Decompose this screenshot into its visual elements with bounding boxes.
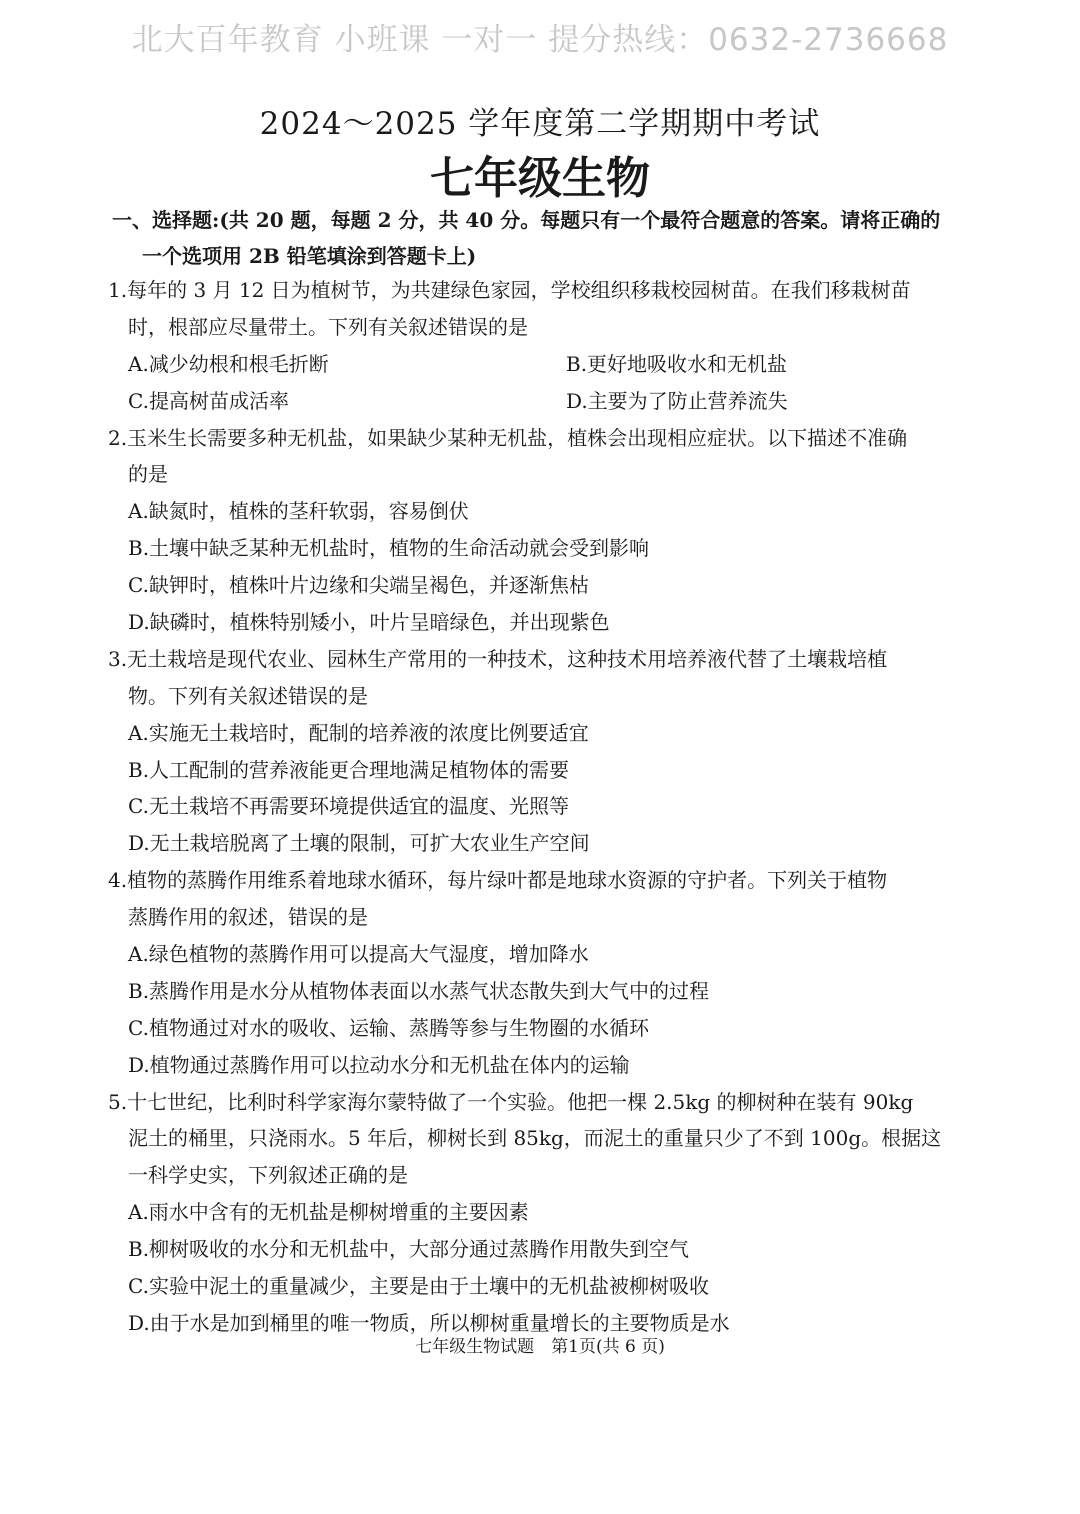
question-stem-line: 2.玉米生长需要多种无机盐，如果缺少某种无机盐，植株会出现相应症状。以下描述不准确 [108, 425, 908, 450]
option-c: C.植物通过对水的吸收、运输、蒸腾等参与生物圈的水循环 [128, 1015, 649, 1040]
option-b: B.土壤中缺乏某种无机盐时，植物的生命活动就会受到影响 [128, 536, 650, 561]
page-footer: 七年级生物试题 第1页(共 6 页) [415, 1337, 665, 1357]
option-c: C.无土栽培不再需要环境提供适宜的温度、光照等 [128, 794, 569, 819]
subject-title: 七年级生物 [430, 153, 650, 204]
option-b: B.柳树吸收的水分和无机盐中，大部分通过蒸腾作用散失到空气 [128, 1237, 690, 1262]
question-4 [108, 862, 988, 1083]
option-a: A.减少幼根和根毛折断 [128, 351, 329, 376]
section-instructions [112, 202, 992, 274]
option-b: B.更好地吸收水和无机盐 [566, 351, 788, 376]
option-d: D.植物通过蒸腾作用可以拉动水分和无机盐在体内的运输 [128, 1052, 630, 1077]
question-stem-line: 1.每年的 3 月 12 日为植树节，为共建绿色家园，学校组织移栽校园树苗。在我们移栽树苗 [108, 278, 911, 302]
question-stem-line: 物。下列有关叙述错误的是 [128, 683, 368, 708]
exam-title: 2024～2025 学年度第二学期期中考试 [259, 106, 821, 142]
option-d: D.主要为了防止营养流失 [566, 388, 788, 413]
section-line-1: 一、选择题:(共 20 题，每题 2 分，共 40 分。每题只有一个最符合题意的答案。请将正确的 [112, 208, 941, 232]
question-stem-line: 4.植物的蒸腾作用维系着地球水循环，每片绿叶都是地球水资源的守护者。下列关于植物 [108, 868, 888, 893]
section-line-2: 一个选项用 2B 铅笔填涂到答题卡上) [142, 244, 477, 268]
option-d: D.缺磷时，植株特别矮小，叶片呈暗绿色，并出现紫色 [128, 610, 610, 635]
option-a: A.缺氮时，植株的茎秆软弱，容易倒伏 [128, 499, 469, 524]
question-stem-line: 泥土的桶里，只浇雨水。5 年后，柳树长到 85kg，而泥土的重量只少了不到 100g。根据这 [128, 1126, 942, 1151]
option-b: B.蒸腾作用是水分从植物体表面以水蒸气状态散失到大气中的过程 [128, 978, 710, 1003]
option-b: B.人工配制的营养液能更合理地满足植物体的需要 [128, 757, 570, 782]
option-a: A.绿色植物的蒸腾作用可以提高大气湿度，增加降水 [128, 942, 589, 967]
question-stem-line: 3.无土栽培是现代农业、园林生产常用的一种技术，这种技术用培养液代替了土壤栽培植 [108, 646, 888, 671]
watermark: 北大百年教育 小班课 一对一 提分热线：0632-2736668 [131, 22, 949, 58]
option-d: D.由于水是加到桶里的唯一物质，所以柳树重量增长的主要物质是水 [128, 1310, 730, 1335]
option-a: A.雨水中含有的无机盐是柳树增重的主要因素 [128, 1200, 529, 1225]
option-c: C.提高树苗成活率 [128, 388, 289, 413]
question-stem-line: 的是 [128, 462, 168, 487]
question-3 [108, 641, 988, 862]
question-stem-line: 时，根部应尽量带土。下列有关叙述错误的是 [128, 314, 528, 339]
question-1 [108, 272, 988, 420]
option-d: D.无土栽培脱离了土壤的限制，可扩大农业生产空间 [128, 831, 590, 856]
question-stem-line: 蒸腾作用的叙述，错误的是 [128, 905, 368, 930]
question-2 [108, 420, 988, 641]
question-5 [108, 1084, 988, 1342]
question-stem-line: 5.十七世纪，比利时科学家海尔蒙特做了一个实验。他把一棵 2.5kg 的柳树种在装有 90kg [108, 1089, 914, 1114]
question-list [108, 272, 988, 1342]
option-a: A.实施无土栽培时，配制的培养液的浓度比例要适宜 [128, 720, 589, 745]
option-c: C.实验中泥土的重量减少，主要是由于土壤中的无机盐被柳树吸收 [128, 1274, 709, 1299]
question-stem-line: 一科学史实，下列叙述正确的是 [128, 1163, 408, 1188]
option-c: C.缺钾时，植株叶片边缘和尖端呈褐色，并逐渐焦枯 [128, 573, 589, 598]
